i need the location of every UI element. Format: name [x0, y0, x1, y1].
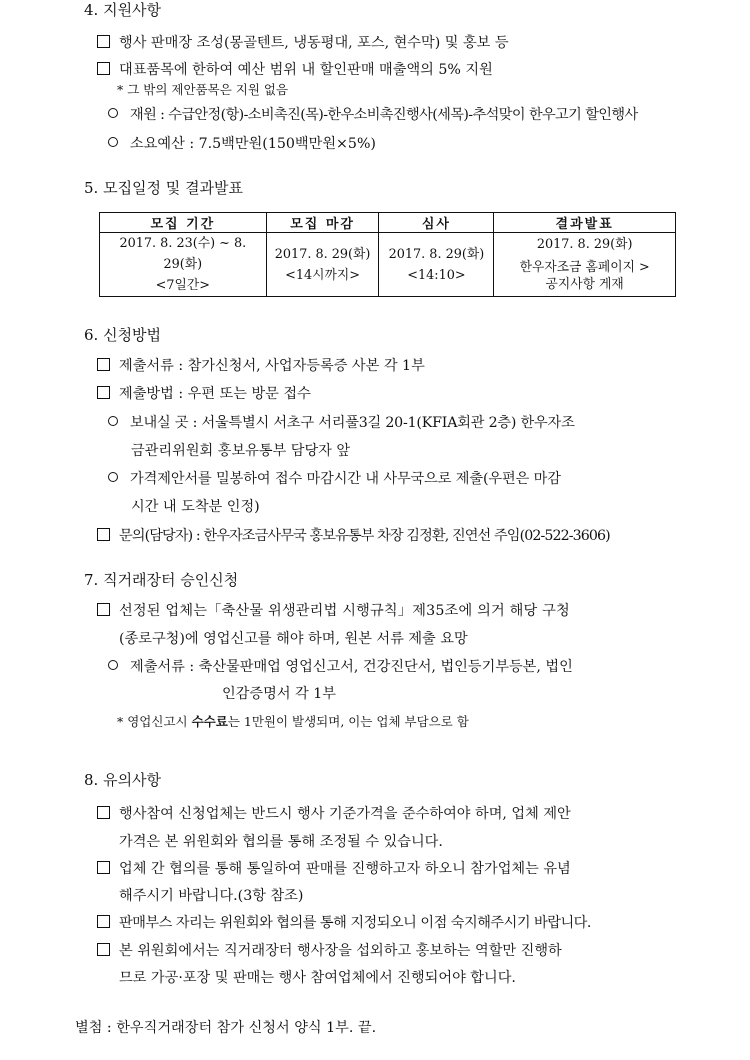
list-item: 업체 간 협의를 통해 통일하여 판매를 진행하고자 하오니 참가업체는 유념	[97, 859, 571, 879]
list-item: 소요예산 : 7.5백만원(150백만원×5%)	[108, 134, 376, 154]
checkbox-square-icon	[97, 62, 110, 75]
list-item: 제출서류 : 축산물판매업 영업신고서, 건강진단서, 법인등기부등본, 법인	[108, 657, 573, 677]
circle-bullet-icon	[108, 108, 118, 118]
circle-bullet-icon	[108, 137, 118, 147]
list-item-continuation: 해주시기 바랍니다.(3항 참조)	[119, 888, 304, 904]
column-header: 결과발표	[494, 213, 676, 233]
checkbox-square-icon	[97, 943, 110, 956]
circle-bullet-icon	[108, 472, 118, 482]
checkbox-square-icon	[97, 386, 110, 399]
column-header: 심사	[379, 213, 494, 233]
section-6-heading: 6. 신청방법	[84, 326, 162, 344]
list-item: 행사참여 신청업체는 반드시 행사 기준가격을 준수하여야 하며, 업체 제안	[97, 804, 571, 824]
table-cell: 2017. 8. 23(수) ~ 8. 29(화) <7일간>	[100, 233, 267, 297]
table-row	[100, 233, 676, 297]
list-item-continuation: (종로구청)에 영업신고를 해야 하며, 원본 서류 제출 요망	[119, 631, 468, 647]
list-item: 선정된 업체는「축산물 위생관리법 시행규칙」제35조에 의거 해당 구청	[97, 601, 570, 621]
list-item-continuation: 시간 내 도착분 인정)	[131, 499, 260, 515]
list-item: 판매부스 자리는 위원회와 협의를 통해 지정되오니 이점 숙지해주시기 바랍니다.	[97, 913, 591, 933]
checkbox-square-icon	[97, 861, 110, 874]
table-cell: 2017. 8. 29(화) <14:10>	[379, 233, 494, 297]
schedule-table	[99, 212, 676, 297]
column-header: 모집 마감	[266, 213, 379, 233]
checkbox-square-icon	[97, 358, 110, 371]
section-4-heading: 4. 지원사항	[84, 1, 162, 19]
note: * 그 밖의 제안품목은 지원 없음	[117, 82, 289, 97]
section-5-heading: 5. 모집일정 및 결과발표	[84, 179, 244, 197]
circle-bullet-icon	[108, 416, 118, 426]
note: * 영업신고시 수수료는 1만원이 발생되며, 이는 업체 부담으로 함	[117, 714, 469, 729]
list-item: 문의(담당자) : 한우자조금사무국 홍보유통부 차장 김정환, 진연선 주임(02-522-3606)	[97, 526, 610, 546]
list-item: 행사 판매장 조성(몽골텐트, 냉동평대, 포스, 현수막) 및 홍보 등	[97, 33, 509, 53]
section-7-heading: 7. 직거래장터 승인신청	[84, 571, 239, 589]
table-cell: 2017. 8. 29(화) <14시까지>	[266, 233, 379, 297]
checkbox-square-icon	[97, 806, 110, 819]
list-item-continuation: 가격은 본 위원회와 협의를 통해 조정될 수 있습니다.	[119, 834, 443, 850]
list-item-continuation: 므로 가공·포장 및 판매는 행사 참여업체에서 진행되어야 합니다.	[119, 970, 516, 986]
table-cell: 2017. 8. 29(화) 한우자조금 홈페이지 > 공지사항 게재	[494, 233, 676, 297]
list-item: 제출서류 : 참가신청서, 사업자등록증 사본 각 1부	[97, 356, 425, 376]
list-item: 보내실 곳 : 서울특별시 서초구 서리풀3길 20-1(KFIA회관 2층) 한우자조	[108, 413, 575, 433]
list-item: 대표품목에 한하여 예산 범위 내 할인판매 매출액의 5% 지원	[97, 60, 493, 80]
circle-bullet-icon	[108, 660, 118, 670]
list-item: 가격제안서를 밀봉하여 접수 마감시간 내 사무국으로 제출(우편은 마감	[108, 469, 561, 489]
list-item-continuation: 인감증명서 각 1부	[222, 686, 336, 702]
checkbox-square-icon	[97, 528, 110, 541]
list-item: 본 위원회에서는 직거래장터 행사장을 섭외하고 홍보하는 역할만 진행하	[97, 941, 562, 961]
checkbox-square-icon	[97, 915, 110, 928]
table-header-row	[100, 213, 676, 233]
list-item: 제출방법 : 우편 또는 방문 접수	[97, 384, 311, 404]
list-item-continuation: 금관리위원회 홍보유통부 담당자 앞	[131, 443, 351, 459]
checkbox-square-icon	[97, 603, 110, 616]
list-item: 재원 : 수급안정(항)-소비촉진(목)-한우소비촉진행사(세목)-추석맞이 한우고기 할인행사	[108, 105, 638, 125]
attachment-note: 별첨 : 한우직거래장터 참가 신청서 양식 1부. 끝.	[75, 1020, 377, 1036]
section-8-heading: 8. 유의사항	[84, 771, 162, 789]
column-header: 모집 기간	[100, 213, 267, 233]
checkbox-square-icon	[97, 35, 110, 48]
